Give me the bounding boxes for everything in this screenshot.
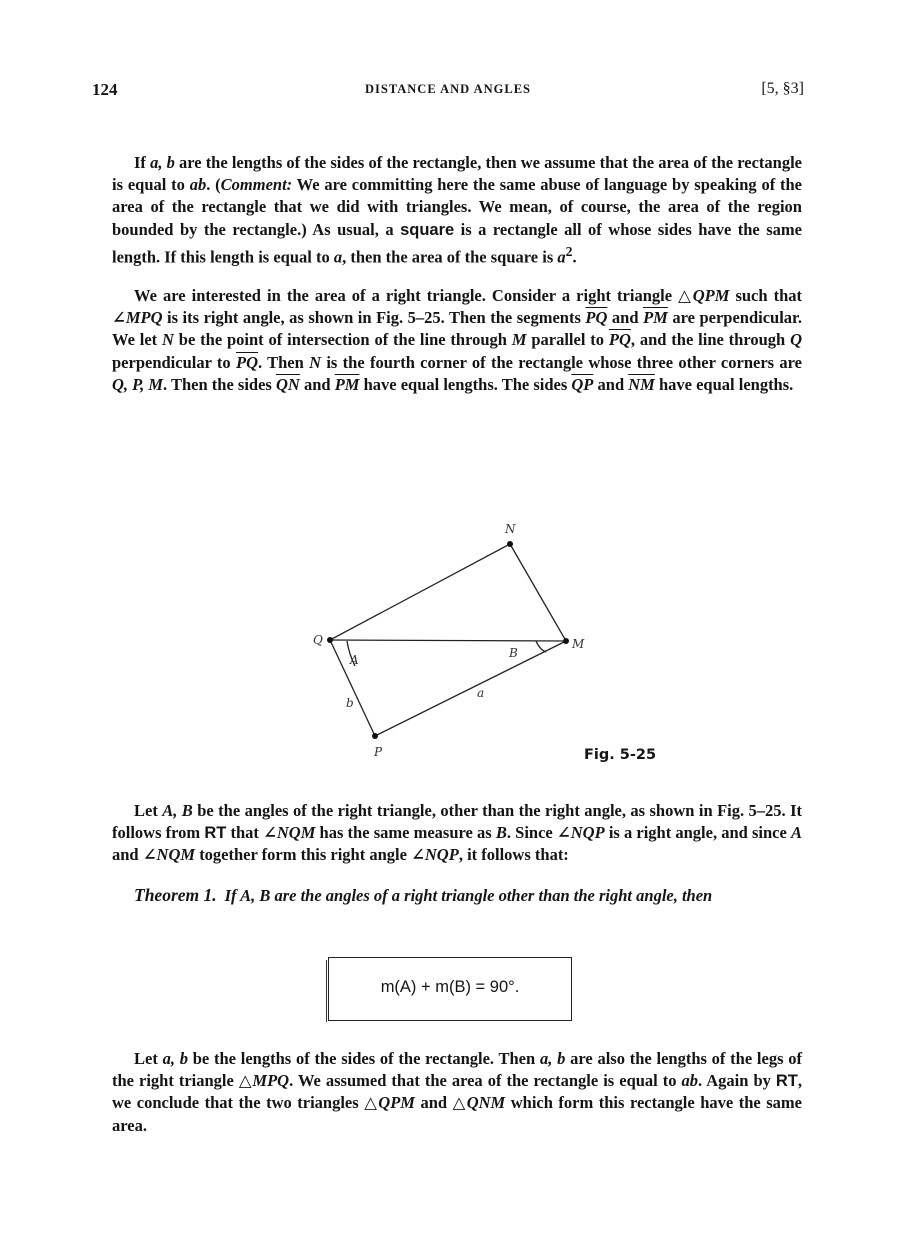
label-A: A (350, 653, 359, 667)
segment: $\overline{PQ}$ (608, 330, 631, 350)
text: have equal lengths. The sides (359, 374, 572, 394)
math: ab (681, 1071, 699, 1091)
text: . ( (206, 175, 221, 195)
theorem-label: Theorem 1. (134, 885, 217, 905)
text: be the point of intersection of the line through (173, 330, 512, 350)
text: perpendicular to (112, 352, 236, 372)
text: parallel to (526, 330, 609, 350)
label-N: N (505, 522, 516, 536)
text: , and the line through (630, 330, 791, 350)
text: , it follows that: (458, 845, 569, 865)
text: is a rectangle all of whose sides have the same length. If this length is equal to (112, 219, 802, 267)
label-P: P (374, 745, 383, 759)
section-reference: [5, §3] (761, 80, 804, 97)
math: M (511, 330, 527, 350)
segment: $\overline{PM}$ (334, 374, 360, 394)
text: and (414, 1093, 453, 1113)
segment-PM (375, 641, 566, 736)
text: have equal lengths. (654, 374, 794, 394)
text: and (593, 374, 629, 394)
text: We are committing here the same abuse of language by speaking of the area of the rectangle that we did with triangles. We mean, of course, the area of the region bounded by the rectangle.) As usual, a (112, 175, 803, 239)
comment-label: Comment: (220, 175, 293, 195)
segment: $\overline{QP}$ (571, 374, 594, 394)
text: . We assumed that the area of the rectangle is equal to (289, 1071, 682, 1091)
text: Let (134, 801, 163, 820)
text: be the angles of the right triangle, other than the right angle, as shown in Fig. 5–25. It follows from (112, 801, 802, 843)
theorem-reference: RT (204, 824, 227, 843)
text: are perpendicular. We let (112, 308, 802, 350)
text: . Again by (698, 1071, 776, 1091)
segment: $\overline{QN}$ (275, 374, 300, 394)
text: We are interested in the area of a right triangle. Consider a right triangle (134, 286, 679, 305)
diagonal-QM (330, 640, 566, 641)
math: a, b (539, 1049, 566, 1068)
text: is a right angle, and since (604, 823, 791, 843)
theorem-statement: If A, B are the angles of a right triangle other than the right angle, then (224, 886, 713, 905)
paragraph-triangle-area (112, 1048, 802, 1137)
figure-caption: Fig. 5-25 (584, 747, 657, 763)
label-b: b (346, 696, 354, 710)
math: △QNM (452, 1093, 506, 1113)
theorem-1 (134, 882, 798, 909)
text: which form this rectangle have the same area. (112, 1093, 803, 1135)
paragraph-right-triangle (112, 285, 802, 396)
point-N (507, 541, 513, 547)
running-head (92, 80, 804, 102)
math: a (333, 247, 343, 267)
math: ∠NQM (263, 823, 316, 843)
math: ∠NQM (142, 845, 196, 865)
text: . Then the sides (163, 374, 276, 394)
text: If (134, 153, 151, 172)
angle-arc-B (536, 641, 546, 652)
text: has the same measure as (315, 823, 496, 843)
formula-box (328, 957, 572, 1021)
page-number: 124 (92, 80, 118, 99)
text: are the lengths of the sides of the rectangle, then we assume that the area of the rectangle is equal to (112, 153, 803, 195)
math: A (790, 823, 802, 843)
math: △MPQ (238, 1071, 290, 1091)
math: ∠NQP (556, 823, 605, 843)
text: together form this right angle (195, 845, 412, 865)
math: a, b (162, 1049, 188, 1068)
math: N (309, 352, 322, 372)
text: are also the lengths of the legs of the right triangle (112, 1049, 803, 1091)
text: be the lengths of the sides of the rectangle. Then (187, 1049, 540, 1068)
paragraph-rectangle-area (112, 152, 802, 269)
rectangle-diagram-svg (300, 520, 680, 770)
text: such that (729, 286, 803, 305)
paragraph-angles (112, 800, 802, 867)
math: ∠NQP (411, 845, 459, 865)
text: . Since (506, 823, 557, 843)
label-M: M (572, 637, 585, 651)
segment-NM (510, 544, 566, 641)
segment: $\overline{PM}$ (643, 308, 668, 328)
text: . Then (257, 352, 310, 372)
text: that (226, 823, 264, 843)
text: is its right angle, as shown in Fig. 5–25. Then the segments (162, 308, 586, 328)
math: Q, P, M (112, 374, 164, 394)
text: and (607, 308, 644, 328)
math: a, b (150, 153, 175, 172)
label-a: a (477, 686, 485, 700)
text: is the fourth corner of the rectangle whose three other corners are (321, 352, 802, 372)
label-Q: Q (313, 633, 323, 647)
exponent: 2 (565, 243, 573, 259)
box-edge (326, 960, 327, 1022)
text: and (112, 845, 143, 865)
text: Let (134, 1049, 163, 1068)
text: , then the area of the square is (342, 247, 558, 267)
point-Q (327, 637, 333, 643)
math: ab (189, 175, 207, 195)
text: , we conclude that the two triangles (112, 1071, 803, 1113)
math: N (162, 330, 174, 350)
text: and (299, 374, 335, 394)
segment: $\overline{PQ}$ (235, 352, 258, 372)
math: ∠MPQ (112, 308, 163, 328)
segment: $\overline{NM}$ (628, 374, 655, 394)
chapter-title: DISTANCE AND ANGLES (364, 82, 532, 96)
text: . (572, 247, 577, 267)
math: a (557, 247, 566, 267)
math: A, B (162, 801, 193, 820)
label-B: B (509, 646, 518, 660)
math: B (495, 823, 507, 843)
theorem-reference: RT (775, 1072, 798, 1091)
math: Q (790, 330, 802, 350)
point-P (372, 733, 378, 739)
point-M (563, 638, 569, 644)
segment-QN (330, 544, 510, 640)
defined-term: square (400, 220, 455, 239)
formula: m(A) + m(B) = 90°. (380, 978, 520, 996)
segment: $\overline{PQ}$ (585, 308, 608, 328)
math: △QPM (364, 1093, 415, 1113)
figure-rectangle-diagram (300, 520, 680, 770)
math: △QPM (678, 286, 730, 305)
